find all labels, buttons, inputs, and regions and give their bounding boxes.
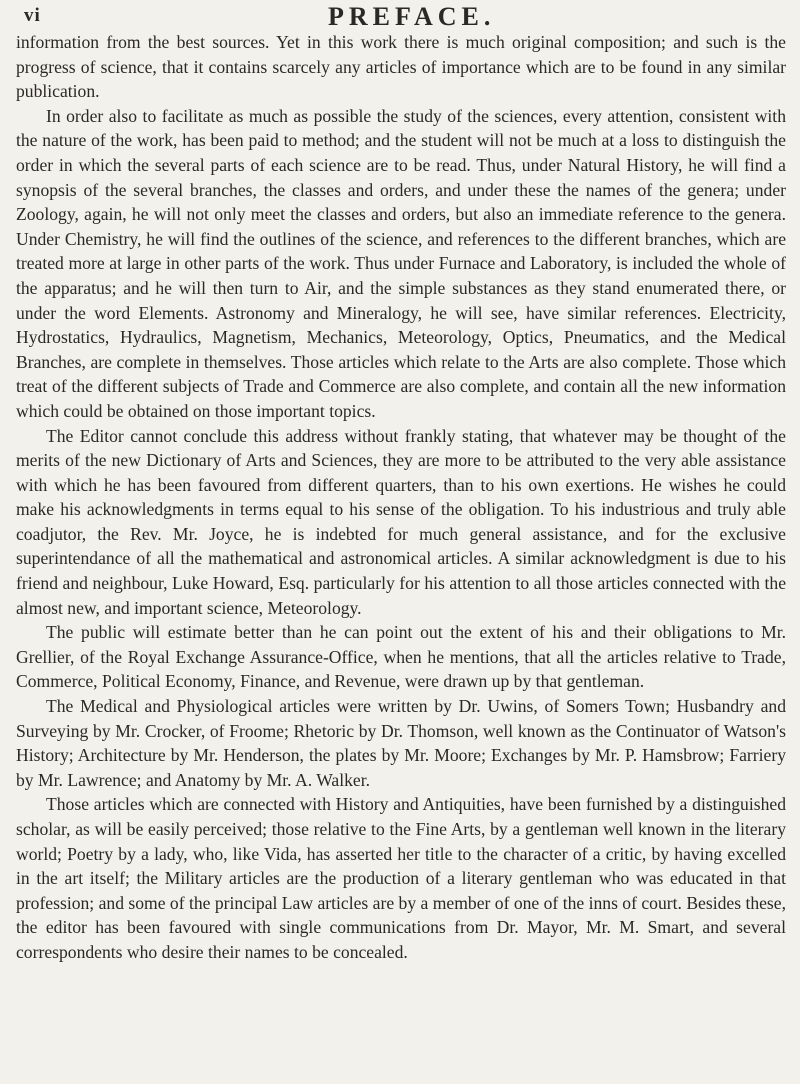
preface-body [16, 30, 786, 965]
paragraph-1: information from the best sources. Yet in this work there is much original composition; and such is the progress of science, that it contains scarcely any articles of importance which are to be found in any similar publication. [16, 32, 786, 102]
book-page [0, 2, 800, 1084]
paragraph-6: Those articles which are connected with History and Antiquities, have been furnished by a distinguished scholar, as will be easily perceived; those relative to the Fine Arts, by a gentleman well known in the literary world; Poetry by a lady, who, like Vida, has asserted her title to the character of a critic, by having excelled in the art itself; the Military articles are the production of a literary gentleman who was educated in that profession; and some of the principal Law articles are by a member of one of the inns of court. Besides these, the editor has been favoured with single communications from Dr. Mayor, Mr. M. Smart, and several correspondents who desire their names to be concealed. [16, 794, 786, 962]
running-title: PREFACE. [328, 2, 496, 31]
paragraph-3: The Editor cannot conclude this address without frankly stating, that whatever may be thought of the merits of the new Dictionary of Arts and Sciences, they are more to be attributed to the very able assistance with which he has been favoured from different quarters, than to his own exertions. He wishes he could make his acknowledgments in terms equal to his sense of the obligation. To his industrious and truly able coadjutor, the Rev. Mr. Joyce, he is indebted for much general assistance, and for the exclusive superintendance of all the mathematical and astronomical articles. A similar acknowledgment is due to his friend and neighbour, Luke Howard, Esq. particularly for his attention to all those articles connected with the almost new, and important science, Meteorology. [16, 425, 786, 618]
paragraph-2: In order also to facilitate as much as possible the study of the sciences, every attention, consistent with the nature of the work, has been paid to method; and the student will not be much at a loss to distinguish the order in which the several parts of each science are to be read. Thus, under Natural History, he will find a synopsis of the several branches, the classes and orders, and under these the names of the genera; under Zoology, again, he will not only meet the classes and orders, but also an immediate reference to the genera. Under Chemistry, he will find the outlines of the science, and references to the different branches, which are treated more at large in other parts of the work. Thus under Furnace and Laboratory, is included the whole of the apparatus; and he will then turn to Air, and the simple substances as they stand enumerated there, or under the word Elements. Astronomy and Mineralogy, he will see, have similar references. Electricity, Hydrostatics, Hydraulics, Magnetism, Mechanics, Meteorology, Optics, Pneumatics, and the Medical Branches, are complete in themselves. Those articles which relate to the Arts are also complete. Those which treat of the different subjects of Trade and Commerce are also complete, and contain all the new information which could be obtained on those important topics. [16, 105, 786, 421]
paragraph-5: The Medical and Physiological articles were written by Dr. Uwins, of Somers Town; Husbandry and Surveying by Mr. Crocker, of Froome; Rhetoric by Dr. Thomson, well known as the Continuator of Watson's History; Architecture by Mr. Henderson, the plates by Mr. Moore; Exchanges by Mr. P. Hamsbrow; Farriery by Mr. Lawrence; and Anatomy by Mr. A. Walker. [16, 696, 786, 790]
page-number: vi [24, 5, 41, 26]
running-head [16, 2, 786, 30]
paragraph-4: The public will estimate better than he can point out the extent of his and their obligations to Mr. Grellier, of the Royal Exchange Assurance-Office, when he mentions, that all the articles relative to Trade, Commerce, Political Economy, Finance, and Revenue, were drawn up by that gentleman. [16, 622, 786, 692]
